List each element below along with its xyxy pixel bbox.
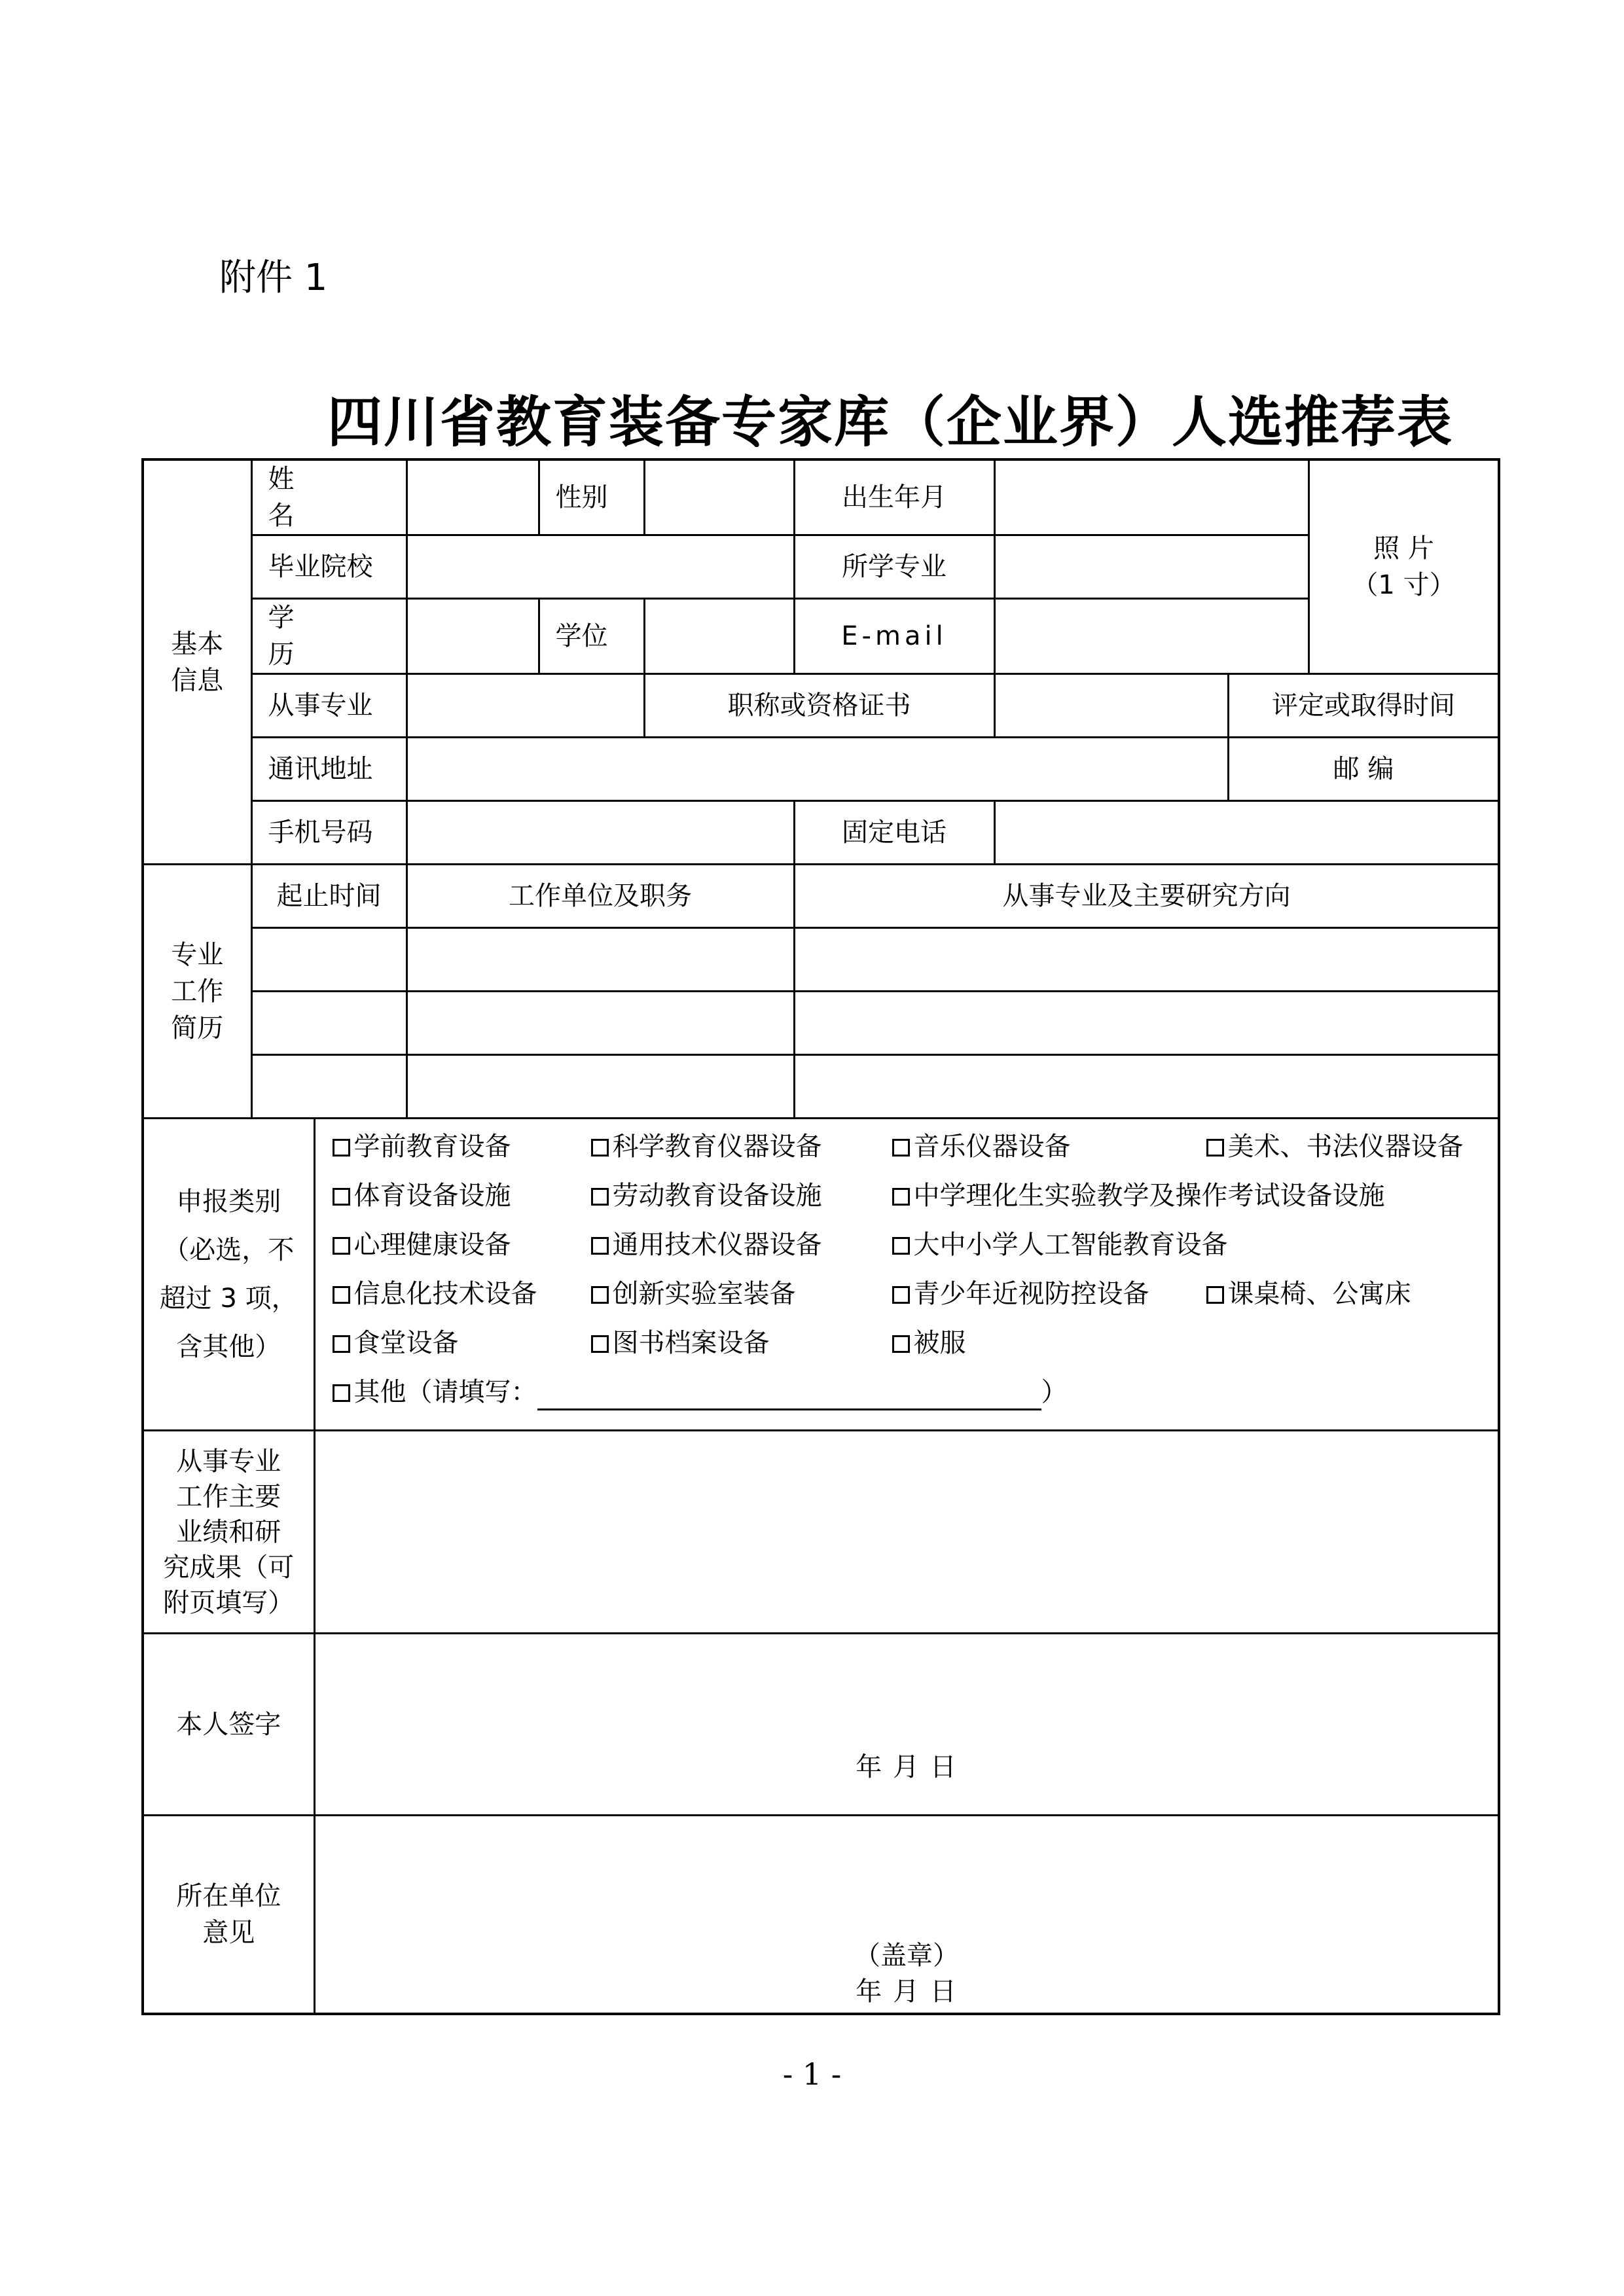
resume-row (143, 992, 1499, 1055)
degree-field[interactable] (644, 599, 794, 674)
resume-period-field[interactable] (251, 992, 406, 1055)
checkbox-icon (333, 1188, 350, 1206)
category-option[interactable]: 体育设备设施 (333, 1177, 511, 1214)
category-option[interactable]: 大中小学人工智能教育设备 (892, 1227, 1228, 1263)
specialty-label: 从事专业 (251, 674, 406, 738)
unit-date: 年 月 日 (856, 1977, 958, 2007)
category-option[interactable]: 食堂设备 (333, 1325, 459, 1361)
signature-field[interactable] (314, 1634, 1499, 1816)
seal-label: （盖章） (854, 1941, 959, 1971)
category-option[interactable]: 青少年近视防控设备 (892, 1276, 1149, 1312)
checkbox-icon (892, 1335, 910, 1353)
school-field[interactable] (406, 535, 794, 599)
category-option[interactable]: 音乐仪器设备 (892, 1128, 1071, 1165)
resume-period-field[interactable] (251, 928, 406, 992)
category-option[interactable]: 中学理化生实验教学及操作考试设备设施 (892, 1177, 1385, 1214)
category-section-label: 申报类别 （必选，不 超过 3 项， 含其他） (143, 1119, 314, 1431)
resume-row (143, 928, 1499, 992)
email-label: E-mail (794, 599, 994, 674)
resume-specialty-field[interactable] (794, 992, 1499, 1055)
major-studied-label: 所学专业 (794, 535, 994, 599)
mobile-label: 手机号码 (251, 801, 406, 865)
unit-opinion-field[interactable] (314, 1816, 1499, 2014)
category-option[interactable]: 课桌椅、公寓床 (1206, 1276, 1411, 1312)
checkbox-icon (333, 1384, 350, 1402)
title-date-label: 评定或取得时间 (1228, 674, 1499, 738)
checkbox-icon (892, 1286, 910, 1304)
resume-specialty-field[interactable] (794, 1055, 1499, 1119)
resume-employer-field[interactable] (406, 928, 794, 992)
birth-field[interactable] (994, 459, 1308, 535)
photo-box[interactable]: 照 片 （1 寸） (1308, 459, 1499, 674)
resume-specialty-field[interactable] (794, 928, 1499, 992)
name-field[interactable] (406, 459, 539, 535)
category-option[interactable]: 通用技术仪器设备 (591, 1227, 822, 1263)
gender-label: 性别 (539, 459, 644, 535)
category-option[interactable]: 劳动教育设备设施 (591, 1177, 822, 1214)
postcode-label: 邮 编 (1228, 738, 1499, 801)
other-fill-line[interactable] (537, 1382, 1041, 1410)
category-option[interactable]: 图书档案设备 (591, 1325, 770, 1361)
category-option[interactable]: 创新实验室装备 (591, 1276, 796, 1312)
achievements-field[interactable] (314, 1431, 1499, 1634)
page-number: - 1 - (782, 2056, 842, 2092)
form-title: 四川省教育装备专家库（企业界）人选推荐表 (327, 389, 1453, 454)
checkbox-icon (591, 1139, 609, 1157)
category-options (314, 1119, 1499, 1431)
education-label: 学 历 (251, 599, 406, 674)
resume-employer-field[interactable] (406, 992, 794, 1055)
signature-date: 年 月 日 (856, 1752, 958, 1782)
checkbox-icon (1206, 1286, 1224, 1304)
category-option[interactable]: 学前教育设备 (333, 1128, 511, 1165)
attachment-label: 附件 1 (219, 257, 328, 299)
checkbox-icon (333, 1237, 350, 1255)
category-option[interactable]: 科学教育仪器设备 (591, 1128, 822, 1165)
category-option[interactable]: 心理健康设备 (333, 1227, 511, 1263)
category-option-other[interactable]: 其他（请填写： ） (333, 1374, 1068, 1410)
checkbox-icon (892, 1139, 910, 1157)
title-cert-field[interactable] (994, 674, 1228, 738)
checkbox-icon (591, 1335, 609, 1353)
checkbox-icon (591, 1286, 609, 1304)
checkbox-icon (333, 1286, 350, 1304)
name-label: 姓 名 (251, 459, 406, 535)
resume-col-period: 起止时间 (251, 865, 406, 928)
checkbox-icon (591, 1237, 609, 1255)
basic-info-section-label: 基本 信息 (143, 459, 251, 865)
specialty-field[interactable] (406, 674, 644, 738)
birth-label: 出生年月 (794, 459, 994, 535)
checkbox-icon (591, 1188, 609, 1206)
recommendation-form (141, 458, 1500, 2015)
major-studied-field[interactable] (994, 535, 1308, 599)
resume-col-employer: 工作单位及职务 (406, 865, 794, 928)
checkbox-icon (333, 1335, 350, 1353)
phone-label: 固定电话 (794, 801, 994, 865)
category-option[interactable]: 美术、书法仪器设备 (1206, 1128, 1464, 1165)
category-option[interactable]: 被服 (892, 1325, 966, 1361)
mobile-field[interactable] (406, 801, 794, 865)
checkbox-icon (1206, 1139, 1224, 1157)
signature-section-label: 本人签字 (143, 1634, 314, 1816)
resume-period-field[interactable] (251, 1055, 406, 1119)
category-option[interactable]: 信息化技术设备 (333, 1276, 537, 1312)
gender-field[interactable] (644, 459, 794, 535)
title-cert-label: 职称或资格证书 (644, 674, 994, 738)
resume-section-label: 专业 工作 简历 (143, 865, 251, 1119)
resume-col-specialty: 从事专业及主要研究方向 (794, 865, 1499, 928)
degree-label: 学位 (539, 599, 644, 674)
phone-field[interactable] (994, 801, 1499, 865)
education-field[interactable] (406, 599, 539, 674)
school-label: 毕业院校 (251, 535, 406, 599)
email-field[interactable] (994, 599, 1308, 674)
checkbox-icon (892, 1237, 910, 1255)
address-field[interactable] (406, 738, 1228, 801)
address-label: 通讯地址 (251, 738, 406, 801)
resume-employer-field[interactable] (406, 1055, 794, 1119)
achievements-section-label: 从事专业 工作主要 业绩和研 究成果（可 附页填写） (143, 1431, 314, 1634)
unit-opinion-section-label: 所在单位 意见 (143, 1816, 314, 2014)
resume-row (143, 1055, 1499, 1119)
checkbox-icon (892, 1188, 910, 1206)
checkbox-icon (333, 1139, 350, 1157)
